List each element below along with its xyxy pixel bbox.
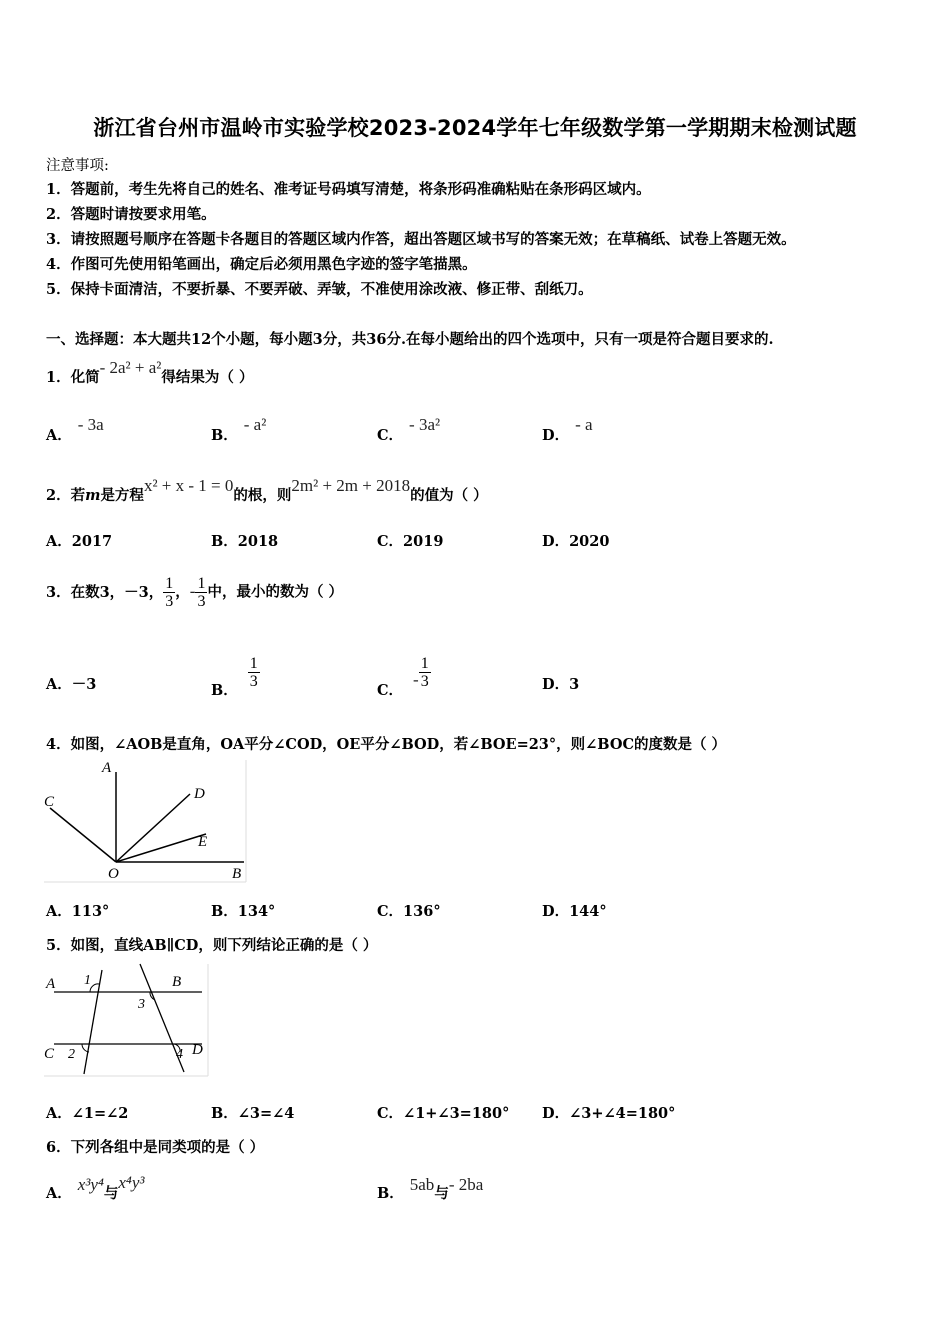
q1-option-a[interactable]: A．- 3a	[46, 415, 104, 444]
q1-option-d[interactable]: D．- a	[542, 415, 593, 444]
ray-oe	[116, 834, 206, 862]
q3-option-a[interactable]: A．－3	[46, 676, 97, 693]
ray-oc	[50, 808, 116, 862]
q3-fraction-1: $\frac{1}{3}$	[165, 575, 174, 610]
q2-option-c[interactable]: C．2019	[377, 533, 444, 550]
q3-option-b[interactable]: B． $\frac{1}{3}$	[211, 655, 258, 699]
section-heading: 一、选择题：本大题共12个小题，每小题3分，共36分.在每小题给出的四个选项中，只有一项是符合题目要求的.	[46, 331, 774, 348]
label-d: D	[192, 1042, 203, 1058]
ray-od	[116, 794, 190, 862]
q1-option-c[interactable]: C．- 3a²	[377, 415, 441, 444]
q3-option-c[interactable]: C．- $\frac{1}{3}$	[377, 655, 429, 699]
q5-option-d[interactable]: D．∠3+∠4=180°	[542, 1105, 676, 1122]
question-5: 5．如图，直线AB∥CD，则下列结论正确的是（ ）	[46, 937, 378, 954]
q1-prefix: 1．化简	[46, 369, 100, 386]
label-a: A	[102, 760, 112, 776]
question-6: 6．下列各组中是同类项的是（ ）	[46, 1139, 265, 1156]
angle-4: 4	[176, 1047, 183, 1062]
q2-expression: 2m² + 2m + 2018	[291, 476, 411, 495]
question-2: 2．若m是方程x² + x - 1 = 0的根，则2m² + 2m + 2018的值为（ ）	[46, 476, 488, 504]
label-c: C	[44, 794, 55, 810]
q5-option-c[interactable]: C．∠1+∠3=180°	[377, 1105, 510, 1122]
angle-1: 1	[84, 973, 91, 988]
q3-fraction-2: $\frac{1}{3}$	[197, 575, 206, 610]
q1-option-b[interactable]: B．- a²	[211, 415, 267, 444]
notice-item: 5．保持卡面清洁，不要折暴、不要弄破、弄皱，不准使用涂改液、修正带、刮纸刀。	[46, 281, 593, 298]
notice-item: 1．答题前，考生先将自己的姓名、准考证号码填写清楚，将条形码准确粘贴在条形码区域内。	[46, 181, 651, 198]
q2-variable: m	[85, 487, 101, 504]
exam-title: 浙江省台州市温岭市实验学校2023-2024学年七年级数学第一学期期末检测试题	[93, 116, 857, 140]
q1-expression: - 2a² + a²	[99, 358, 162, 377]
q4-option-d[interactable]: D．144°	[542, 903, 607, 920]
q5-option-b[interactable]: B．∠3=∠4	[211, 1105, 295, 1122]
label-o: O	[108, 866, 119, 882]
label-d: D	[194, 786, 205, 802]
notice-item: 2．答题时请按要求用笔。	[46, 206, 216, 223]
q6-option-a[interactable]: A． x³y⁴与x⁴y³	[46, 1173, 145, 1202]
q4-figure	[42, 758, 248, 884]
question-1	[46, 358, 254, 387]
label-b: B	[172, 974, 182, 990]
q2-option-b[interactable]: B．2018	[211, 533, 279, 550]
q3-option-d[interactable]: D．3	[542, 676, 580, 693]
q1-suffix: 得结果为（ ）	[161, 369, 254, 386]
q4-option-b[interactable]: B．134°	[211, 903, 276, 920]
label-c: C	[44, 1046, 55, 1062]
angle-2: 2	[68, 1047, 75, 1062]
question-3: 3．在数3，－3， $\frac{1}{3}$ ，- $\frac{1}{3}$ 中，最小的数为（ ）	[46, 575, 344, 610]
question-4: 4．如图，∠AOB是直角，OA平分∠COD，OE平分∠BOD，若∠BOE=23°，则∠BOC的度数是（ ）	[46, 736, 727, 753]
label-b: B	[232, 866, 242, 882]
label-a: A	[46, 976, 56, 992]
angle-3: 3	[138, 997, 145, 1012]
notice-heading: 注意事项:	[46, 158, 109, 174]
notice-item: 4．作图可先使用铅笔画出，确定后必须用黑色字迹的签字笔描黑。	[46, 256, 477, 273]
q2-option-a[interactable]: A．2017	[46, 533, 113, 550]
q2-equation: x² + x - 1 = 0	[143, 476, 234, 495]
label-e: E	[198, 834, 208, 850]
notice-item: 3．请按照题号顺序在答题卡各题目的答题区域内作答，超出答题区域书写的答案无效；在草稿纸、试卷上答题无效。	[46, 231, 796, 248]
q6-option-b[interactable]: B． 5ab与- 2ba	[377, 1175, 484, 1202]
q4-option-a[interactable]: A．113°	[46, 903, 110, 920]
q2-option-d[interactable]: D．2020	[542, 533, 610, 550]
q4-option-c[interactable]: C．136°	[377, 903, 441, 920]
q5-figure	[42, 962, 210, 1078]
q5-option-a[interactable]: A．∠1=∠2	[46, 1105, 129, 1122]
